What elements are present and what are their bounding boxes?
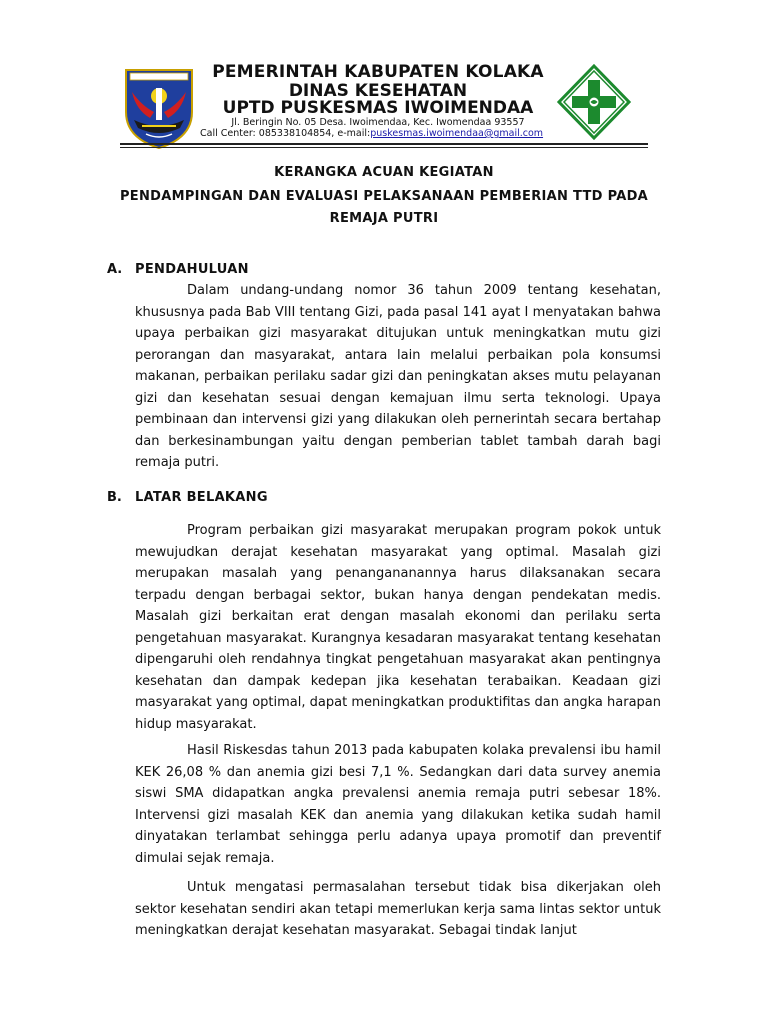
letterhead-department: DINAS KESEHATAN bbox=[288, 81, 468, 101]
kabupaten-kolaka-emblem-icon bbox=[120, 62, 198, 150]
doc-title-line1: KERANGKA ACUAN KEGIATAN bbox=[274, 165, 494, 180]
section-b-paragraph-2: Hasil Riskesdas tahun 2013 pada kabupaten kolaka prevalensi ibu hamil KEK 26,08 % dan anemia gizi besi 7,1 %. Sedangkan dari data survey anemia siswi SMA didapatkan angka prevalensi anemia remaja putri sebesar 18%. Intervensi gizi masalah KEK dan anemia yang dilakukan ketika sudah hamil dinyatakan terlambat sehingga perlu adanya upaya promotif dan preventif dimulai sejak remaja. bbox=[135, 743, 661, 866]
email-link[interactable]: puskesmas.iwoimendaa@gmail.com bbox=[370, 128, 544, 139]
section-b-paragraph-3: Untuk mengatasi permasalahan tersebut tidak bisa dikerjakan oleh sektor kesehatan sendiri akan tetapi memerlukan kerja sama lintas sektor untuk meningkatkan derajat kesehatan masyarakat. Sebagai tindak lanjut bbox=[135, 880, 661, 938]
doc-title-line2: PENDAMPINGAN DAN EVALUASI PELAKSANAAN PEMBERIAN TTD PADA bbox=[119, 189, 649, 204]
letterhead-address: Jl. Beringin No. 05 Desa. Iwoimendaa, Kec. Iwomendaa 93557 bbox=[231, 117, 525, 128]
letterhead-contact bbox=[200, 128, 543, 139]
section-b-paragraph-1: Program perbaikan gizi masyarakat merupakan program pokok untuk mewujudkan derajat kesehatan masyarakat yang optimal. Masalah gizi merupakan masalah yang penangananannya harus dilaksanakan secara terpadu dengan berbagai sektor, bukan hanya dengan pendekatan medis. Masalah gizi berkaitan erat dengan masalah ekonomi dan perilaku serta pengetahuan masyarakat. Kurangnya kesadaran masyarakat tentang kesehatan dipengaruhi oleh rendahnya tingkat pengetahuan masyarakat akan pentingnya kesehatan dan dampak kedepan jika kesehatan terabaikan. Keadaan gizi masyarakat yang optimal, dapat meningkatkan produktifitas dan angka harapan hidup masyarakat. bbox=[135, 523, 661, 732]
letterhead-government: PEMERINTAH KABUPATEN KOLAKA bbox=[212, 62, 544, 82]
section-b-letter: B. bbox=[107, 490, 122, 505]
section-a-paragraph: Dalam undang-undang nomor 36 tahun 2009 tentang kesehatan, khususnya pada Bab VIII tentang Gizi, pada pasal 141 ayat I menyatakan bahwa upaya perbaikan gizi masyarakat ditujukan untuk meningkatkan mutu gizi perorangan dan masyarakat, antara lain melalui perbaikan pola konsumsi makanan, perbaikan perilaku sadar gizi dan peningkatan akses mutu pelayanan gizi dan kesehatan sesuai dengan kemajuan ilmu serta teknologi. Upaya pembinaan dan intervensi gizi yang dilakukan oleh pernerintah secara bertahap dan berkesinambungan yaitu dengan pemberian tablet tambah darah bagi remaja putri. bbox=[135, 283, 661, 470]
section-b-title: LATAR BELAKANG bbox=[135, 490, 268, 505]
doc-title-line3: REMAJA PUTRI bbox=[329, 211, 439, 226]
letterhead-divider-thin bbox=[120, 147, 648, 148]
section-a-title: PENDAHULUAN bbox=[135, 262, 249, 277]
letterhead-divider-thick bbox=[120, 143, 648, 145]
letterhead-unit: UPTD PUSKESMAS IWOIMENDAA bbox=[222, 98, 534, 118]
puskesmas-green-cross-icon bbox=[557, 64, 631, 140]
call-center-text: Call Center: 085338104854, e-mail: bbox=[200, 128, 371, 139]
section-a-letter: A. bbox=[107, 262, 123, 277]
